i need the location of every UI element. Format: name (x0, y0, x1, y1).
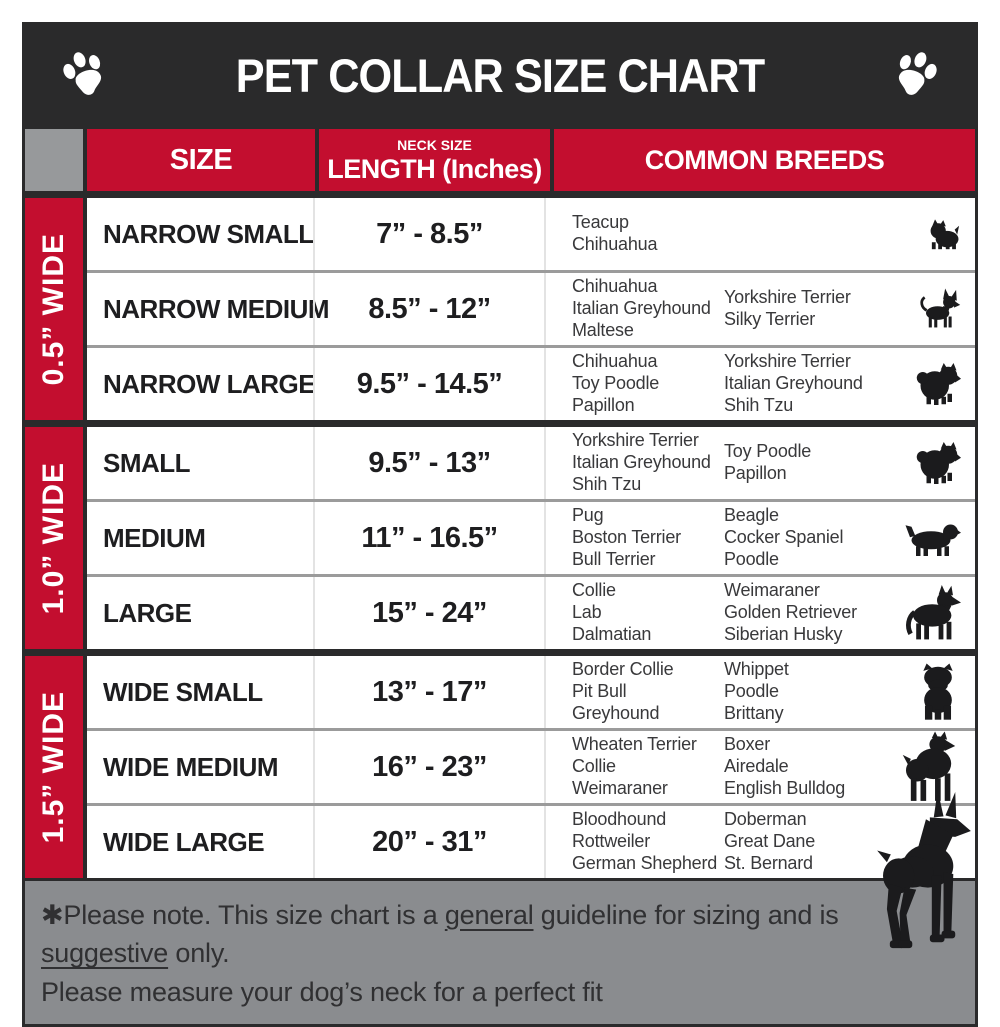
breed-name: St. Bernard (724, 852, 813, 873)
breed-name: Great Dane (724, 831, 816, 852)
column-header-neck-top: NECK SIZE (397, 136, 472, 153)
table-row (87, 198, 975, 270)
corner-cell (25, 129, 83, 191)
neck-length-cell: 16” - 23” (313, 731, 544, 803)
size-cell: MEDIUM (103, 522, 206, 553)
breed-name: Teacup (572, 212, 629, 233)
breed-name: Brittany (724, 702, 784, 723)
page-title: PET COLLAR SIZE CHART (235, 49, 765, 102)
doberman-icon (877, 790, 971, 954)
breed-name: Whippet (724, 659, 789, 680)
note-line1-pre: ✱Please note. This size chart is a (41, 900, 445, 930)
breeds-cell (544, 198, 975, 270)
size-cell: WIDE SMALL (103, 676, 263, 707)
table-row (87, 806, 975, 878)
breed-name: German Shepherd (572, 852, 718, 873)
breed-name: Italian Greyhound (572, 298, 711, 319)
breed-name: Pit Bull (572, 681, 627, 702)
breed-name: Border Collie (572, 659, 674, 680)
breed-name: Shih Tzu (572, 473, 642, 494)
breed-name: Chihuahua (572, 351, 658, 372)
size-cell: NARROW SMALL (103, 218, 314, 249)
width-group-05 (25, 198, 975, 420)
paw-print-icon (56, 47, 112, 104)
breed-name: Italian Greyhound (572, 452, 711, 473)
breed-name: English Bulldog (724, 777, 846, 798)
table-row (87, 577, 975, 649)
neck-length-cell: 13” - 17” (313, 656, 544, 728)
note-line1-mid: guideline for sizing and is (533, 900, 839, 930)
pomeranian-icon (916, 363, 961, 405)
pomeranian-icon (916, 442, 961, 484)
breed-name: Doberman (724, 809, 807, 830)
bulldog-icon (915, 664, 961, 721)
size-cell: NARROW LARGE (103, 368, 316, 399)
width-band-15 (25, 656, 87, 878)
breed-name: Golden Retriever (724, 602, 857, 623)
breeds-cell (544, 502, 975, 574)
breeds-cell (544, 427, 975, 499)
neck-length-cell: 8.5” - 12” (313, 273, 544, 345)
breeds-cell (544, 577, 975, 649)
breed-name: Yorkshire Terrier (572, 430, 699, 451)
header-bar (22, 22, 978, 129)
column-header-size: SIZE (87, 129, 315, 191)
width-group-15 (25, 656, 975, 878)
table-row (87, 427, 975, 499)
group-separator (25, 191, 975, 198)
dachshund-icon (904, 519, 961, 557)
neck-length-cell: 7” - 8.5” (313, 198, 544, 270)
footer-note (22, 878, 978, 1027)
breed-name: Boston Terrier (572, 527, 681, 548)
column-header-neck-size (319, 129, 550, 191)
width-band-label: 1.0” WIDE (37, 461, 70, 615)
neck-length-cell: 11” - 16.5” (313, 502, 544, 574)
breed-name: Yorkshire Terrier (724, 351, 851, 372)
breed-name: Collie (572, 580, 616, 601)
breed-name: Chihuahua (572, 234, 658, 254)
note-line2: Please measure your dog’s neck for a perfect fit (41, 976, 603, 1007)
breed-name: Yorkshire Terrier (724, 287, 851, 308)
table-header-row (25, 129, 975, 191)
neck-length-cell: 9.5” - 14.5” (313, 348, 544, 420)
width-band-05 (25, 198, 87, 420)
table-row (87, 656, 975, 728)
neck-length-cell: 20” - 31” (313, 806, 544, 878)
breed-name: Beagle (724, 505, 779, 526)
breed-name: Silky Terrier (724, 309, 816, 329)
breed-name: Maltese (572, 319, 634, 340)
breed-name: Weimaraner (724, 580, 820, 601)
breeds-cell (544, 656, 975, 728)
breed-name: Airedale (724, 756, 789, 777)
chihuahua-icon (917, 289, 961, 330)
size-cell: SMALL (103, 447, 191, 478)
table-row (87, 731, 975, 803)
neck-length-cell: 15” - 24” (313, 577, 544, 649)
table-row (87, 273, 975, 345)
breed-name: Bull Terrier (572, 548, 656, 569)
breed-name: Boxer (724, 734, 771, 755)
breeds-cell (544, 348, 975, 420)
breed-name: Poodle (724, 681, 779, 702)
width-group-10 (25, 427, 975, 649)
size-cell: WIDE MEDIUM (103, 751, 279, 782)
breed-name: Shih Tzu (724, 394, 794, 415)
size-cell: NARROW MEDIUM (103, 293, 330, 324)
breed-name: Weimaraner (572, 777, 668, 798)
husky-icon (905, 585, 961, 641)
breeds-cell (544, 806, 975, 878)
breed-name: Pug (572, 505, 604, 526)
breed-name: Collie (572, 756, 616, 777)
breed-name: Toy Poodle (572, 373, 660, 394)
size-cell: WIDE LARGE (103, 826, 265, 857)
column-header-neck-main: LENGTH (Inches) (327, 153, 542, 184)
note-line1-post: only. (168, 938, 230, 969)
breeds-cell (544, 273, 975, 345)
breed-name: Papillon (724, 463, 787, 483)
size-chart-table (22, 129, 978, 878)
group-separator (25, 649, 975, 656)
breed-name: Wheaten Terrier (572, 734, 697, 755)
breed-name: Rottweiler (572, 831, 651, 852)
width-band-label: 0.5” WIDE (37, 232, 70, 386)
table-row (87, 502, 975, 574)
yorkshire-terrier-icon (923, 218, 961, 250)
neck-length-cell: 9.5” - 13” (313, 427, 544, 499)
breed-name: Papillon (572, 394, 635, 415)
column-header-common-breeds: COMMON BREEDS (554, 129, 975, 191)
breed-name: Chihuahua (572, 276, 658, 297)
width-band-10 (25, 427, 87, 649)
pet-collar-size-chart (22, 0, 978, 1027)
paw-print-icon (888, 47, 944, 104)
note-underlined-suggestive: suggestive (41, 938, 169, 969)
breed-name: Bloodhound (572, 809, 667, 830)
size-cell: LARGE (103, 597, 192, 628)
group-separator (25, 420, 975, 427)
breed-name: Greyhound (572, 702, 660, 723)
table-row (87, 348, 975, 420)
breed-name: Dalmatian (572, 623, 652, 644)
breed-name: Poodle (724, 548, 779, 569)
breed-name: Italian Greyhound (724, 373, 863, 394)
breed-name: Lab (572, 602, 602, 623)
width-band-label: 1.5” WIDE (37, 690, 70, 844)
breed-name: Cocker Spaniel (724, 527, 844, 548)
note-underlined-general: general (444, 900, 534, 930)
breed-name: Siberian Husky (724, 623, 843, 644)
breed-name: Toy Poodle (724, 441, 812, 462)
